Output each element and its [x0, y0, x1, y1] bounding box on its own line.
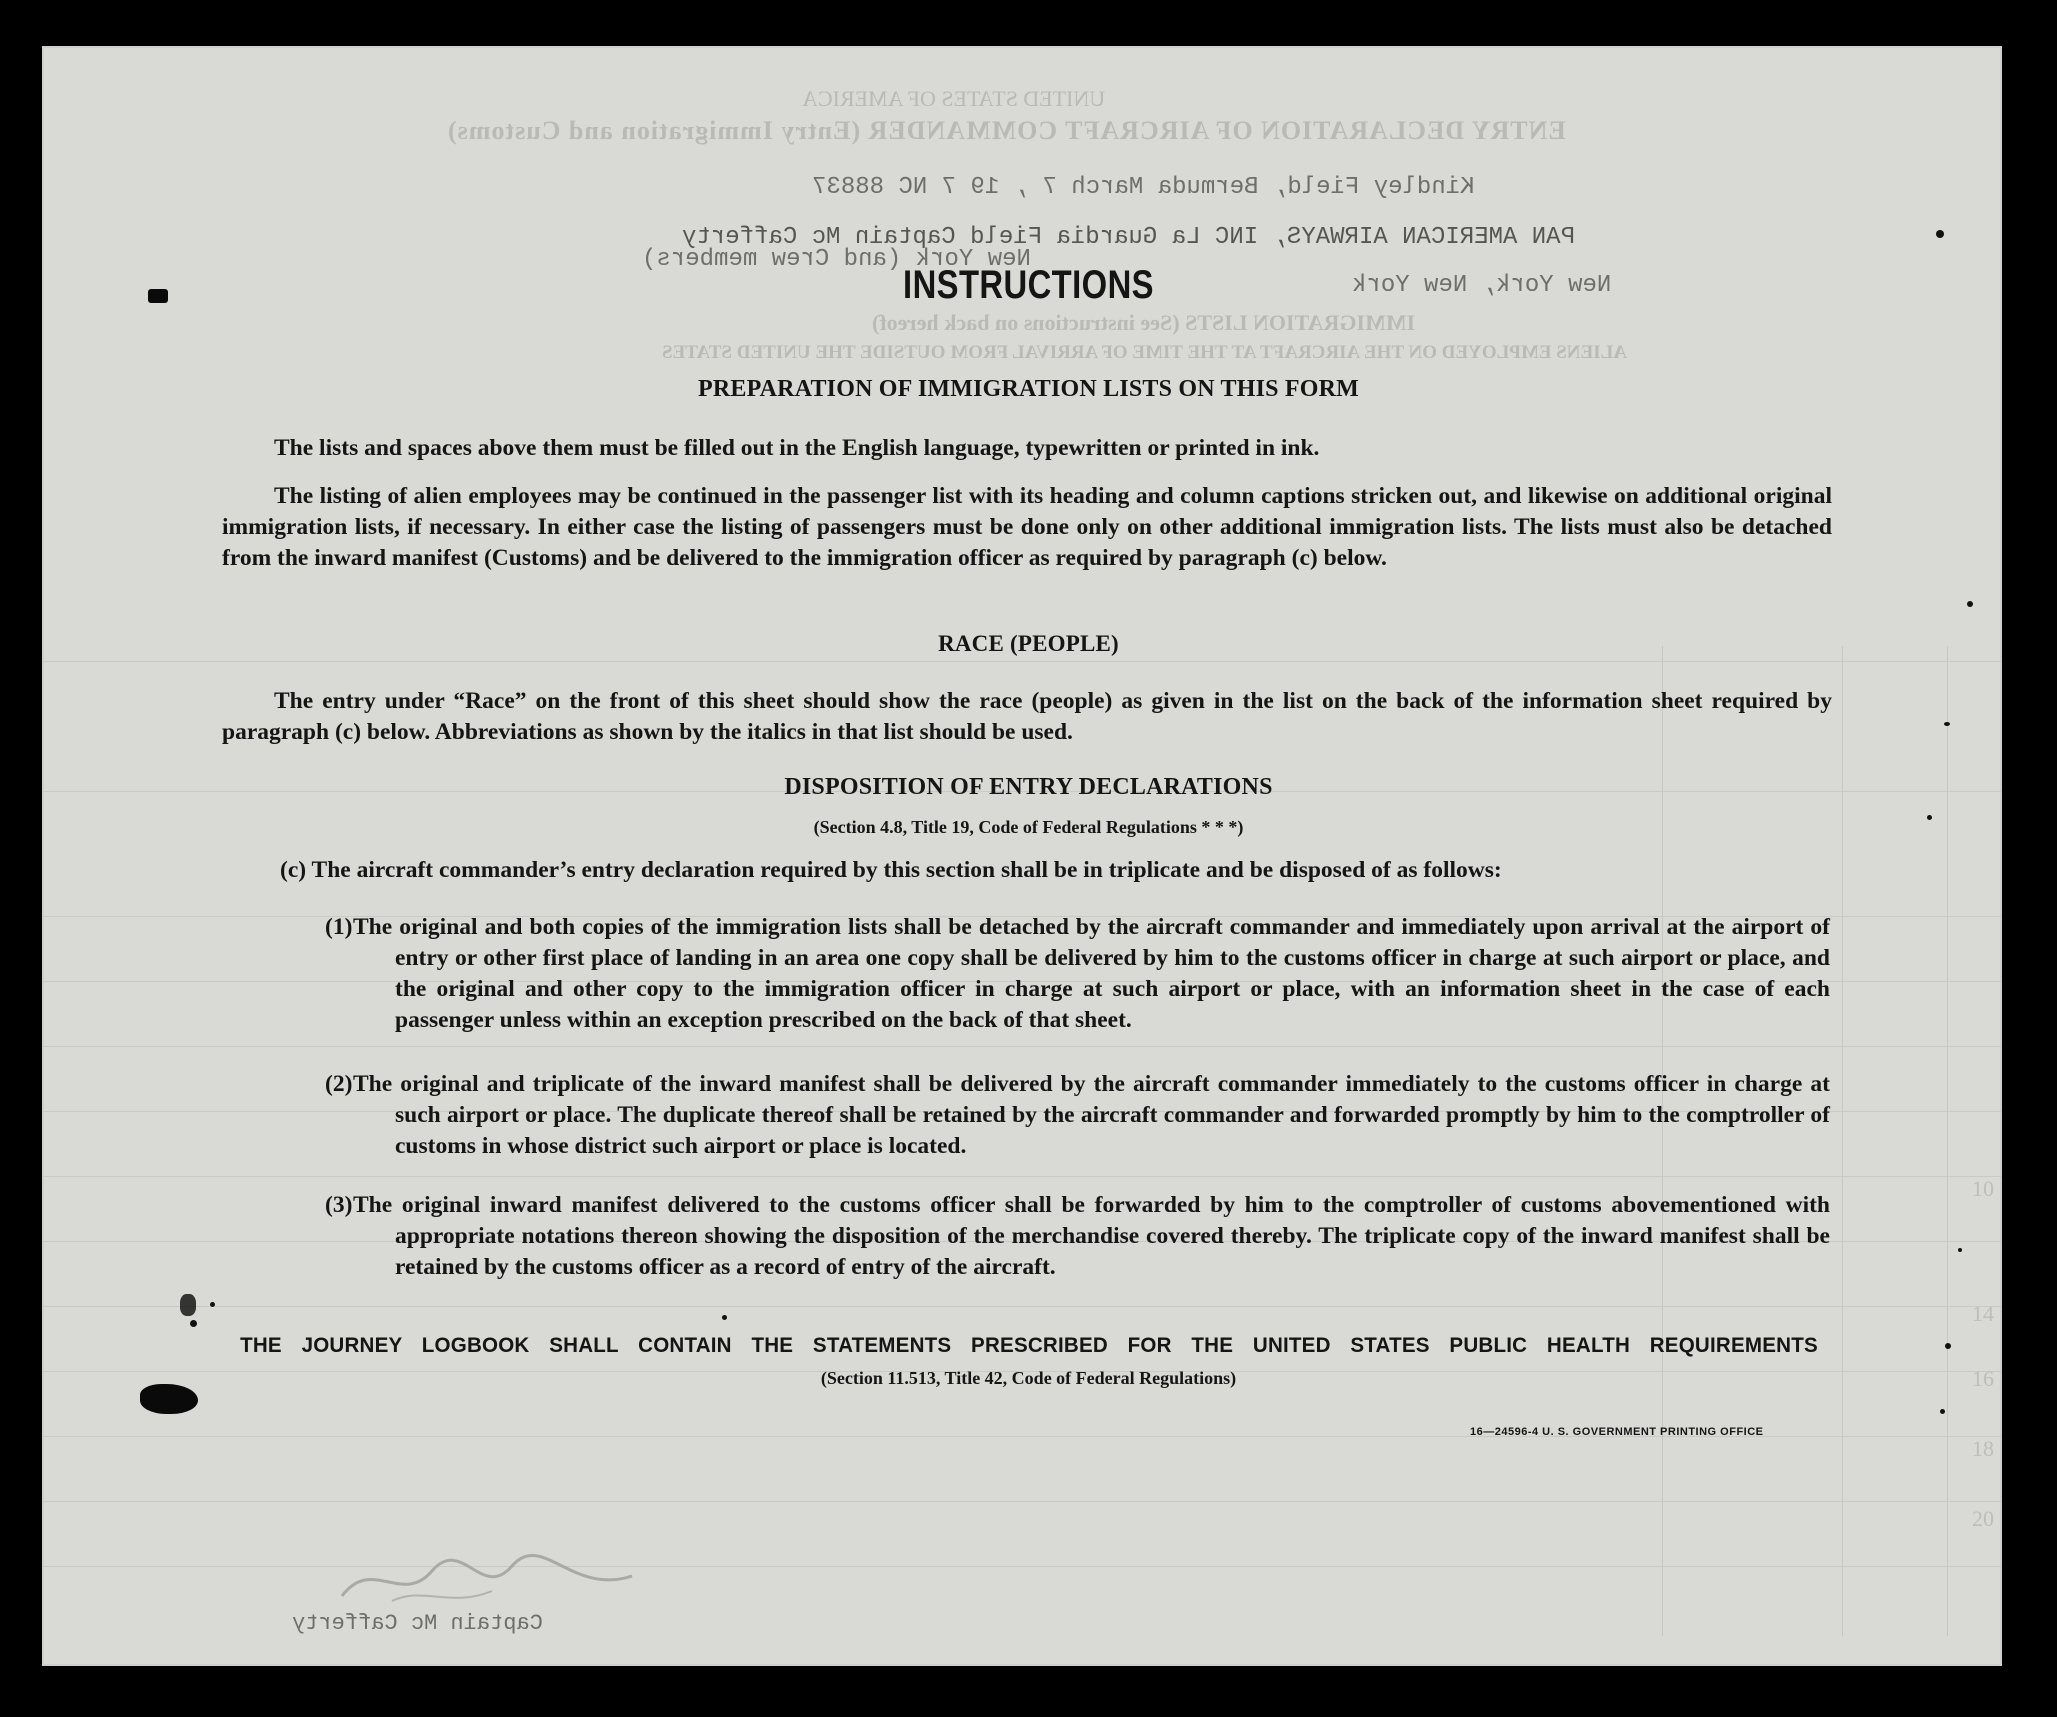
speck	[1940, 1409, 1945, 1414]
section-heading: RACE (PEOPLE)	[938, 631, 1119, 656]
paragraph: The entry under “Race” on the front of this sheet should show the race (people) as given in the list on the back of the information sheet required by paragraph (c) below. Abbreviations as shown by the italics in that list should be used.	[222, 688, 1832, 745]
speck	[190, 1320, 197, 1327]
show-through-row-number: 20	[1972, 1506, 1994, 1531]
clause-c: (c) The aircraft commander’s entry declaration required by this section shall be in triplicate and be disposed of as follows:	[280, 857, 1502, 883]
ink-blot	[140, 1384, 198, 1414]
signature-scrawl	[332, 1546, 652, 1616]
show-through-signature-name: Captain Mc Cafferty	[292, 1611, 543, 1636]
show-through-typed-line: New York (and Crew members)	[642, 246, 1031, 273]
show-through-row-number: 14	[1972, 1301, 1994, 1326]
list-item	[325, 912, 1830, 1036]
footer-citation: (Section 11.513, Title 42, Code of Federal Regulations)	[820, 1368, 1237, 1388]
show-through-country: UNITED STATES OF AMERICA	[802, 86, 1106, 111]
section-citation: (Section 4.8, Title 19, Code of Federal Regulations * * *)	[813, 817, 1244, 837]
show-through-rule	[42, 1176, 2002, 1177]
list-item-number: (1)	[325, 914, 353, 940]
speck	[722, 1315, 727, 1320]
show-through-rule	[42, 1046, 2002, 1047]
speck	[1958, 1248, 1962, 1252]
list-item-number: (2)	[325, 1071, 353, 1097]
list-item-text: The original and both copies of the immigration lists shall be detached by the aircraft commander and immediately upon arrival at the airport of entry or other first place of landing in an area one copy shall be delivered by him to the customs officer in charge at such airport or place, and the original and other copy to the immigration officer in charge at such airport or place, with an information sheet in the case of each passenger unless within an exception prescribed on the back of that sheet.	[353, 914, 1830, 1033]
printer-imprint: 16—24596-4 U. S. GOVERNMENT PRINTING OFFICE	[1470, 1426, 1764, 1438]
list-item	[325, 1190, 1830, 1283]
speck	[1967, 601, 1973, 607]
show-through-typed-line: PAN AMERICAN AIRWAYS, INC La Guardia Field Captain Mc Cafferty	[682, 224, 1575, 251]
paragraph: The listing of alien employees may be continued in the passenger list with its heading and column captions stricken out, and likewise on additional original immigration lists, if necessary. In either case the listing of passengers must be done only on other additional immigration lists. The lists must also be detached from the inward manifest (Customs) and be delivered to the immigration officer as required by paragraph (c) below.	[222, 483, 1832, 571]
speck	[210, 1302, 215, 1307]
show-through-row-number: 18	[1972, 1436, 1994, 1461]
list-item-number: (3)	[325, 1192, 353, 1218]
page-title: INSTRUCTIONS	[903, 263, 1154, 307]
footer-statement: THE JOURNEY LOGBOOK SHALL CONTAIN THE STATEMENTS PRESCRIBED FOR THE UNITED STATES PUBLIC HEALTH REQUIREMENTS	[240, 1334, 1818, 1357]
show-through-row-number: 16	[1972, 1366, 1994, 1391]
speck	[1945, 1343, 1951, 1349]
show-through-rule	[42, 661, 2002, 662]
list-item	[325, 1069, 1830, 1162]
list-item-text: The original inward manifest delivered to the customs officer shall be forwarded by him to the comptroller of customs abovementioned with appropriate notations thereon showing the disposition of the merchandise covered thereby. The triplicate copy of the inward manifest shall be retained by the customs officer as a record of entry of the aircraft.	[353, 1192, 1830, 1280]
section-heading: PREPARATION OF IMMIGRATION LISTS ON THIS FORM	[697, 376, 1360, 402]
show-through-section: IMMIGRATION LISTS (See instructions on back hereof)	[872, 310, 1416, 335]
show-through-typed-line: New York, New York	[1352, 272, 1612, 299]
speck	[1936, 230, 1944, 238]
show-through-rule	[42, 1306, 2002, 1307]
section-heading: DISPOSITION OF ENTRY DECLARATIONS	[784, 774, 1273, 800]
ink-blot	[180, 1294, 196, 1316]
show-through-rule	[42, 1501, 2002, 1502]
paragraph: The lists and spaces above them must be filled out in the English language, typewritten or printed in ink.	[274, 435, 1320, 461]
show-through-subsection: ALIENS EMPLOYED ON THE AIRCRAFT AT THE TIME OF ARRIVAL FROM OUTSIDE THE UNITED STATES	[662, 342, 1628, 363]
show-through-row-number: 10	[1972, 1176, 1994, 1201]
speck	[1927, 815, 1932, 820]
show-through-typed-line: Kindley Field, Bermuda March 7 , 19 7 NC 88837	[812, 174, 1475, 201]
speck	[1944, 722, 1950, 726]
list-item-text: The original and triplicate of the inward manifest shall be delivered by the aircraft commander immediately to the customs officer in charge at such airport or place. The duplicate thereof shall be retained by the aircraft commander and forwarded promptly by him to the comptroller of customs in whose district such airport or place is located.	[353, 1071, 1830, 1159]
show-through-form-title: ENTRY DECLARATION OF AIRCRAFT COMMANDER (Entry Immigration and Customs)	[447, 116, 1566, 145]
ink-blot	[148, 289, 168, 303]
